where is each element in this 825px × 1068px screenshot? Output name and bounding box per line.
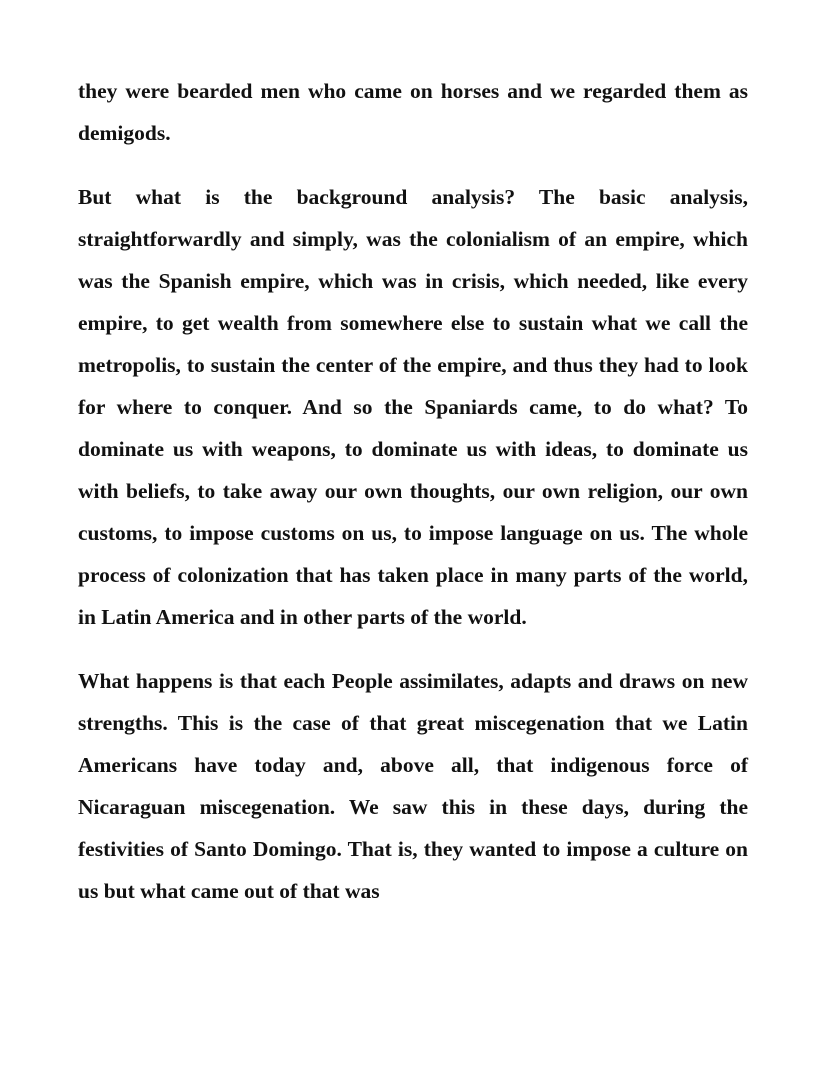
document-page — [78, 70, 748, 934]
paragraph-3: What happens is that each People assimilates, adapts and draws on new strengths. This is the case of that great miscegenation that we Latin Americans have today and, above all, that indigenous force of Nicaraguan miscegenation. We saw this in these days, during the festivities of Santo Domingo. That is, they wanted to impose a culture on us but what came out of that was — [78, 669, 748, 903]
paragraph-1: they were bearded men who came on horses and we regarded them as demigods. — [78, 79, 748, 145]
paragraph-2: But what is the background analysis? The basic analysis, straightforwardly and simply, was the colonialism of an empire, which was the Spanish empire, which was in crisis, which needed, like every empire, to get wealth from somewhere else to sustain what we call the metropolis, to sustain the center of the empire, and thus they had to look for where to conquer. And so the Spaniards came, to do what? To dominate us with weapons, to dominate us with ideas, to dominate us with beliefs, to take away our own thoughts, our own religion, our own customs, to impose customs on us, to impose language on us. The whole process of colonization that has taken place in many parts of the world, in Latin America and in other parts of the world. — [78, 185, 748, 629]
